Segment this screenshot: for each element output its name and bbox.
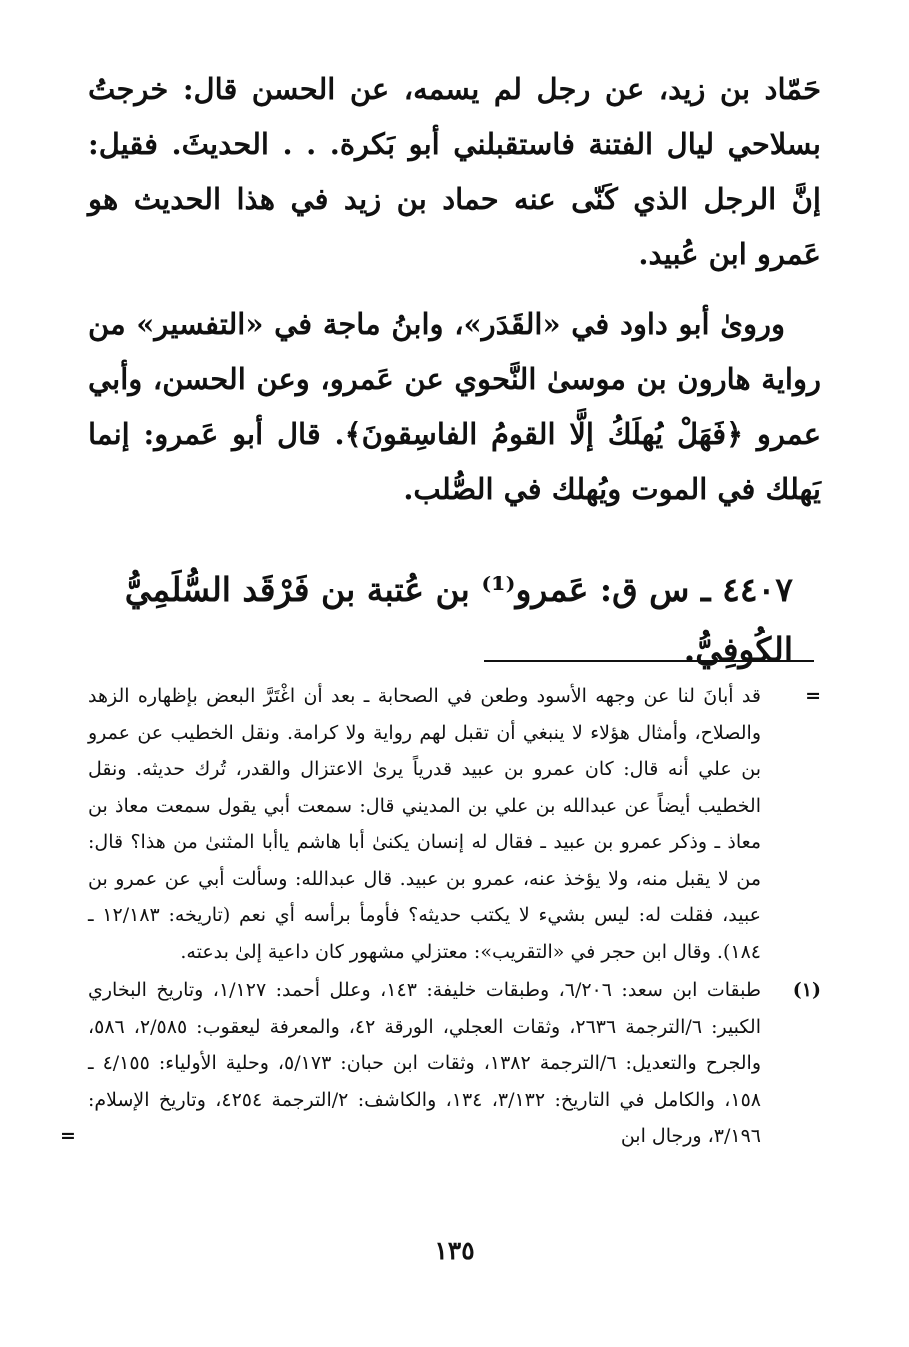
footnotes — [60, 678, 821, 1157]
paragraph-hammad: حَمّاد بن زيد، عن رجل لم يسمه، عن الحسن قال: خرجتُ بسلاحي ليال الفتنة فاستقبلني أبو بَكرة. . . الحديثَ. فقيل: إنَّ الرجل الذي كَنّى عنه حماد بن زيد في هذا الحديث هو عَمرو ابن عُبيد. — [88, 72, 821, 271]
page-number: ١٣٥ — [434, 1236, 475, 1265]
entry-heading: ٤٤٠٧ ـ س ق: عَمرو⁽¹⁾ بن عُتبة بن فَرْقَد السُّلَمِيُّ الكُوفِيُّ. — [124, 570, 793, 669]
footnote-mark: (١) — [792, 979, 821, 1001]
continuation-mark: = — [60, 1125, 76, 1147]
footnote-1 — [60, 972, 821, 1155]
main-text — [88, 62, 821, 532]
footnote-text: قد أبانَ لنا عن وجهه الأسود وطعن في الصحابة ـ بعد أن اغْتَرَّ البعض بإظهاره الزهد والصلاح، وأمثال هؤلاء لا ينبغي أن تقبل لهم رواية ولا كرامة. ونقل الخطيب عن عمرو بن علي أنه قال: كان عمرو بن عبيد قدرياً يرىٰ الاعتزال والقدر، تُرك حديثه. ونقل الخطيب أيضاً عن عبدالله بن علي بن المديني قال: سمعت أبي يقول سمعت معاذ بن معاذ ـ وذكر عمرو بن عبيد ـ فقال له إنسان يكنىٰ أبا هاشم ياأبا المثنىٰ من هذا؟ قال: من لا يقبل منه، ولا يؤخذ عنه، عمرو بن عبيد. قال عبدالله: وسألت أبي عن عمرو بن عبيد، فقلت له: ليس بشيء لا يكتب حديثه؟ فأومأ برأسه أي نعم (تاريخه: ١٢/١٨٣ ـ ١٨٤). وقال ابن حجر في «التقريب»: معتزلي مشهور كان داعية إلىٰ بدعته. — [88, 685, 762, 963]
paragraph-abu-dawud: وروىٰ أبو داود في «القَدَر»، وابنُ ماجة في «التفسير» من رواية هارون بن موسىٰ النَّحوي عن عَمرو، وعن الحسن، وأبي عمرو ﴿فَهَلْ يُهلَكُ إلَّا القومُ الفاسِقونَ﴾. قال أبو عَمرو: إنما يَهلك في الموت ويُهلك في الصُّلب. — [88, 307, 821, 506]
footnote-mark: = — [805, 685, 821, 707]
footnote-continued — [88, 678, 821, 970]
footnote-text: طبقات ابن سعد: ٦/٢٠٦، وطبقات خليفة: ١٤٣، وعلل أحمد: ١/١٢٧، وتاريخ البخاري الكبير: ٦/الترجمة ٢٦٣٦، وثقات العجلي، الورقة ٤٢، والمعرفة ليعقوب: ٢/٥٨٥، ٥٨٦، والجرح والتعديل: ٦/الترجمة ١٣٨٢، وثقات ابن حبان: ٥/١٧٣، وحلية الأولياء: ٤/١٥٥ ـ ١٥٨، والكامل في التاريخ: ٣/١٣٢، ١٣٤، والكاشف: ٢/الترجمة ٤٢٥٤، وتاريخ الإسلام: ٣/١٩٦، ورجال ابن — [88, 979, 761, 1147]
footnote-divider — [484, 660, 814, 662]
